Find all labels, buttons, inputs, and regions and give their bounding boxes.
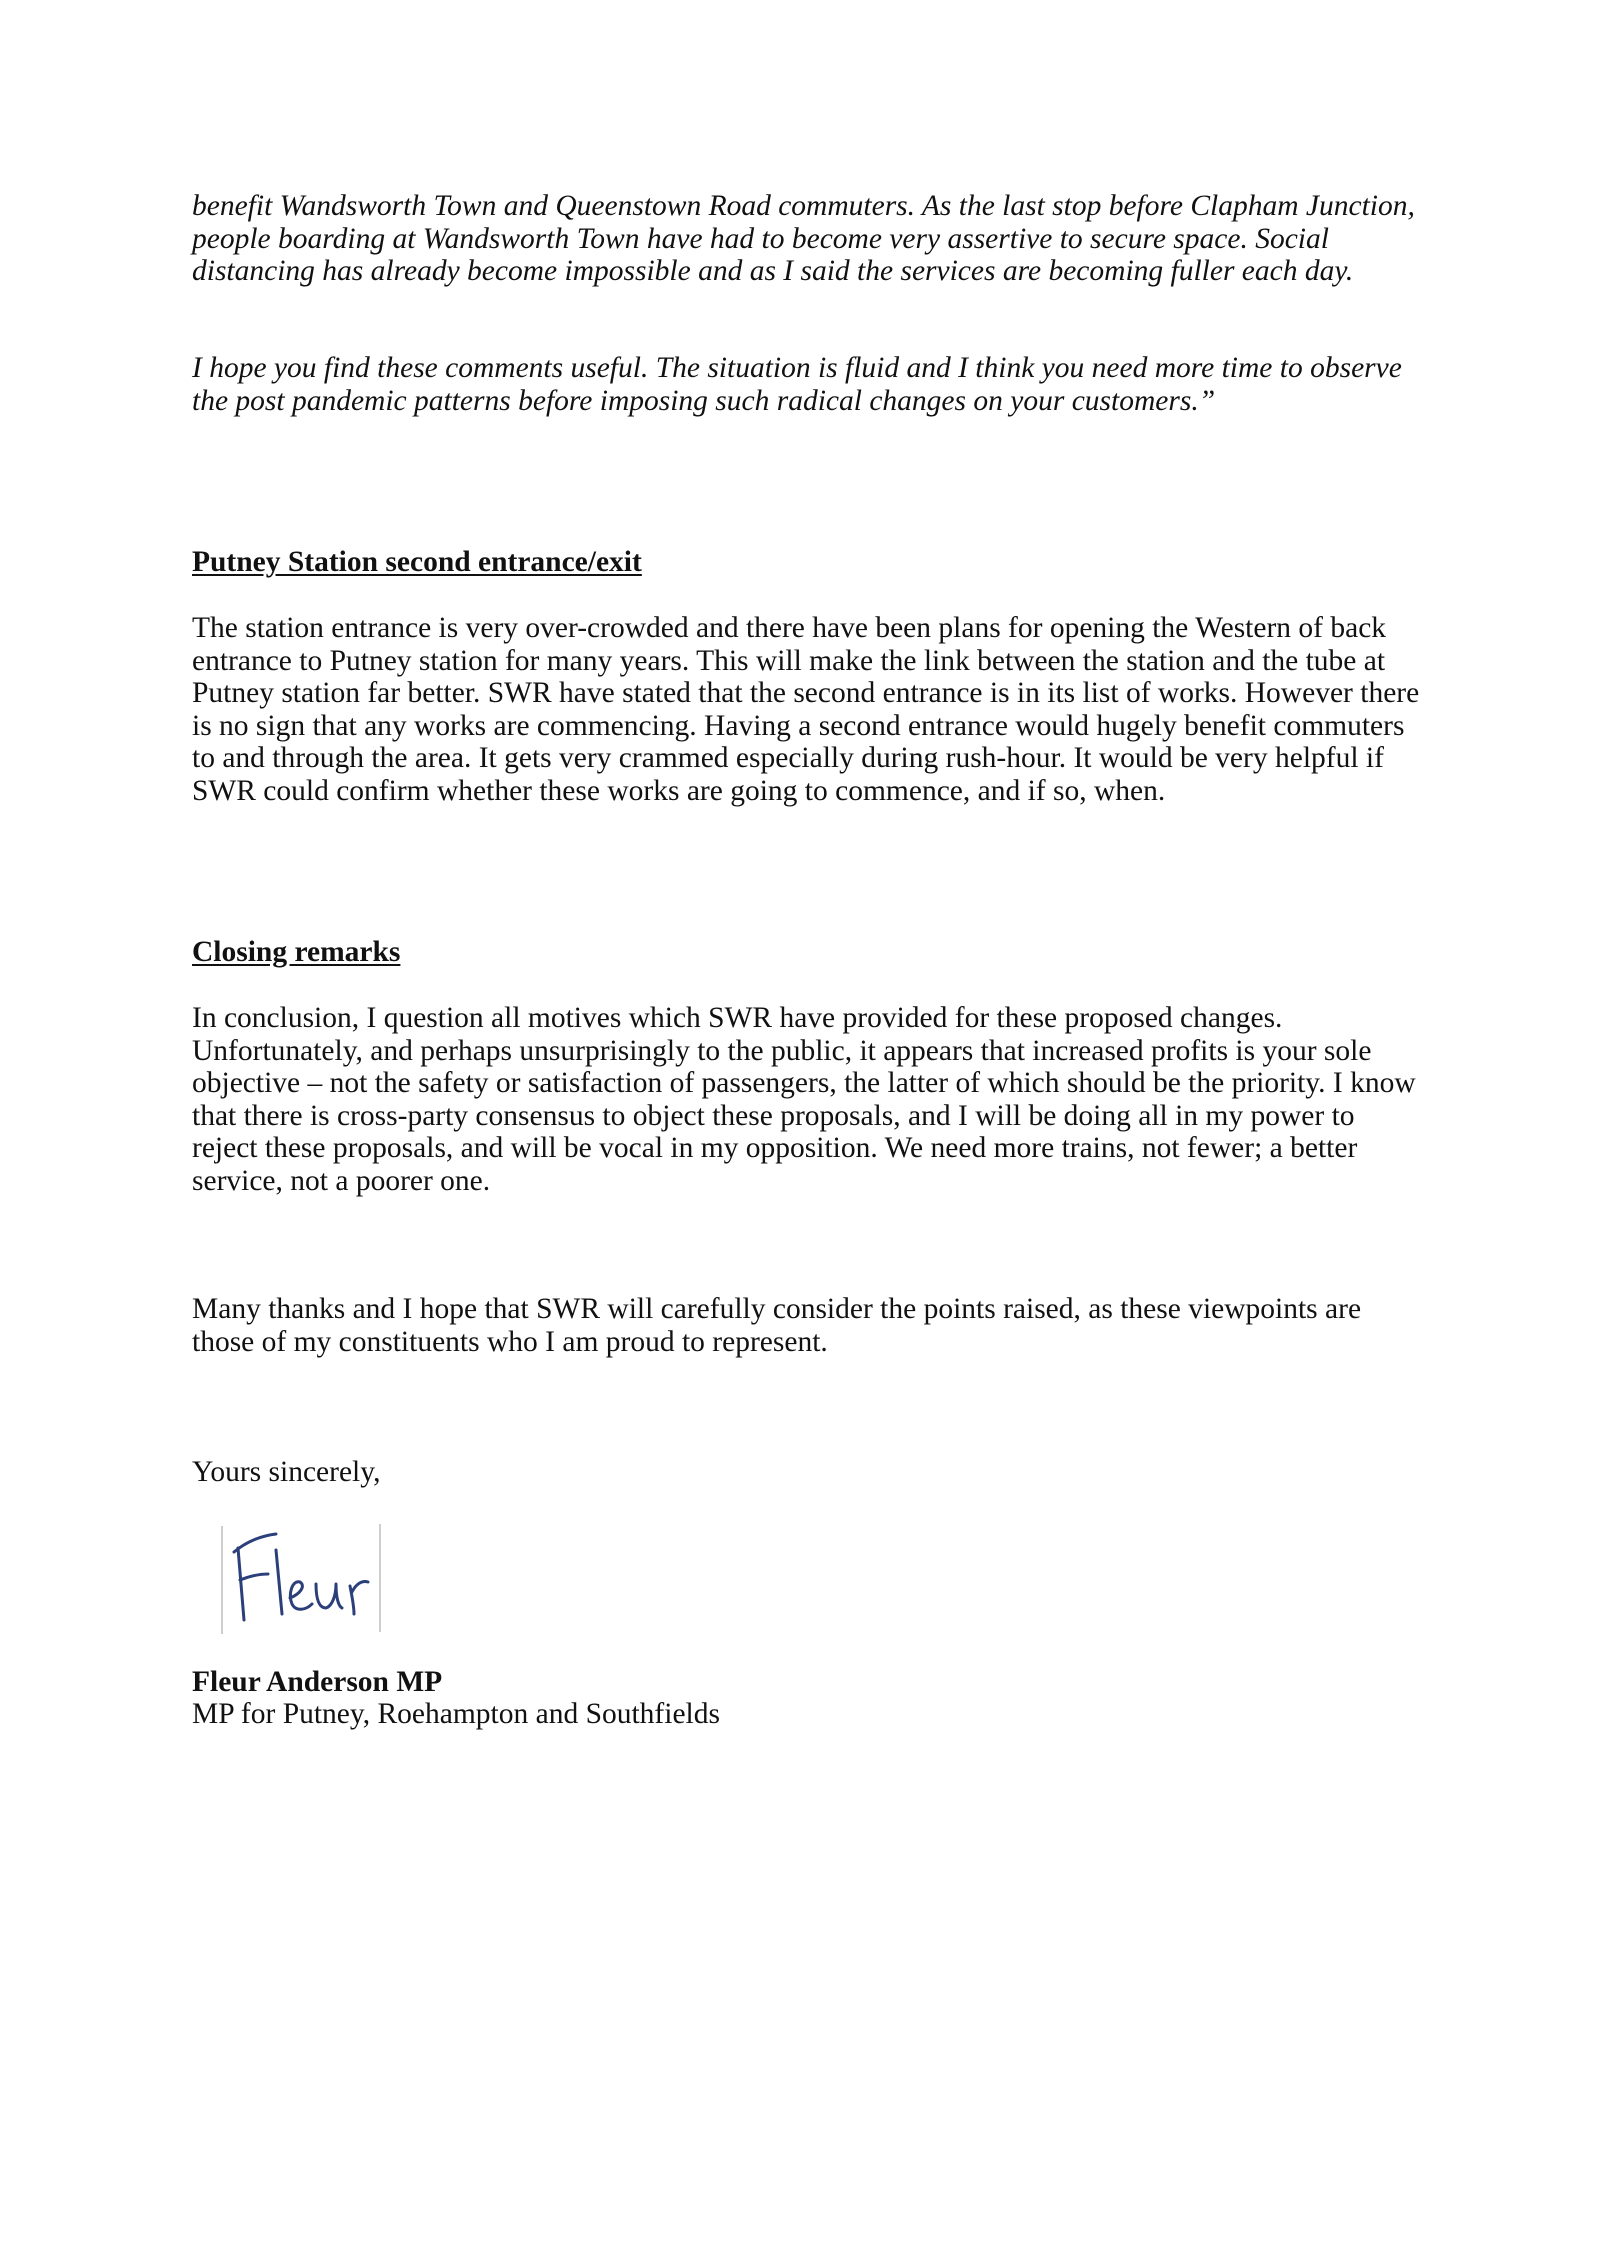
heading-closing-remarks: Closing remarks [192,936,401,968]
putney-station-paragraph: The station entrance is very over-crowded and there have been plans for opening the Western of back entrance to Putney station for many years. This will make the link between the station and the tube at Putney station far better. SWR have stated that the second entrance is in its list of works. However there is no sign that any works are commencing. Having a second entrance would hugely benefit commuters to and through the area. It gets very crammed especially during rush-hour. It would be very helpful if SWR could confirm whether these works are going to commence, and if so, when. [192,612,1420,807]
closing-remarks-paragraph: In conclusion, I question all motives which SWR have provided for these proposed changes. Unfortunately, and perhaps unsurprisingly to the public, it appears that increased profits is your sole objective – not the safety or satisfaction of passengers, the latter of which should be the priority. I know that there is cross-party consensus to object these proposals, and I will be doing all in my power to reject these proposals, and will be vocal in my opposition. We need more trains, not fewer; a better service, not a poorer one. [192,1002,1416,1197]
quoted-paragraph-1: benefit Wandsworth Town and Queenstown Road commuters. As the last stop before Clapham Junction, people boarding at Wandsworth Town have had to become very assertive to secure space. Social distancing has already become impossible and as I said the services are becoming fuller each day. [192,190,1415,287]
heading-putney-station: Putney Station second entrance/exit [192,546,642,578]
handwritten-signature [218,1520,386,1638]
sign-off: Yours sincerely, [192,1456,381,1488]
signatory-name: Fleur Anderson MP [192,1666,443,1698]
thanks-paragraph: Many thanks and I hope that SWR will carefully consider the points raised, as these viewpoints are those of my constituents who I am proud to represent. [192,1293,1362,1358]
quoted-paragraph-2: I hope you find these comments useful. The situation is fluid and I think you need more time to observe the post pandemic patterns before imposing such radical changes on your customers.” [192,352,1402,417]
signatory-title: MP for Putney, Roehampton and Southfields [192,1698,720,1730]
